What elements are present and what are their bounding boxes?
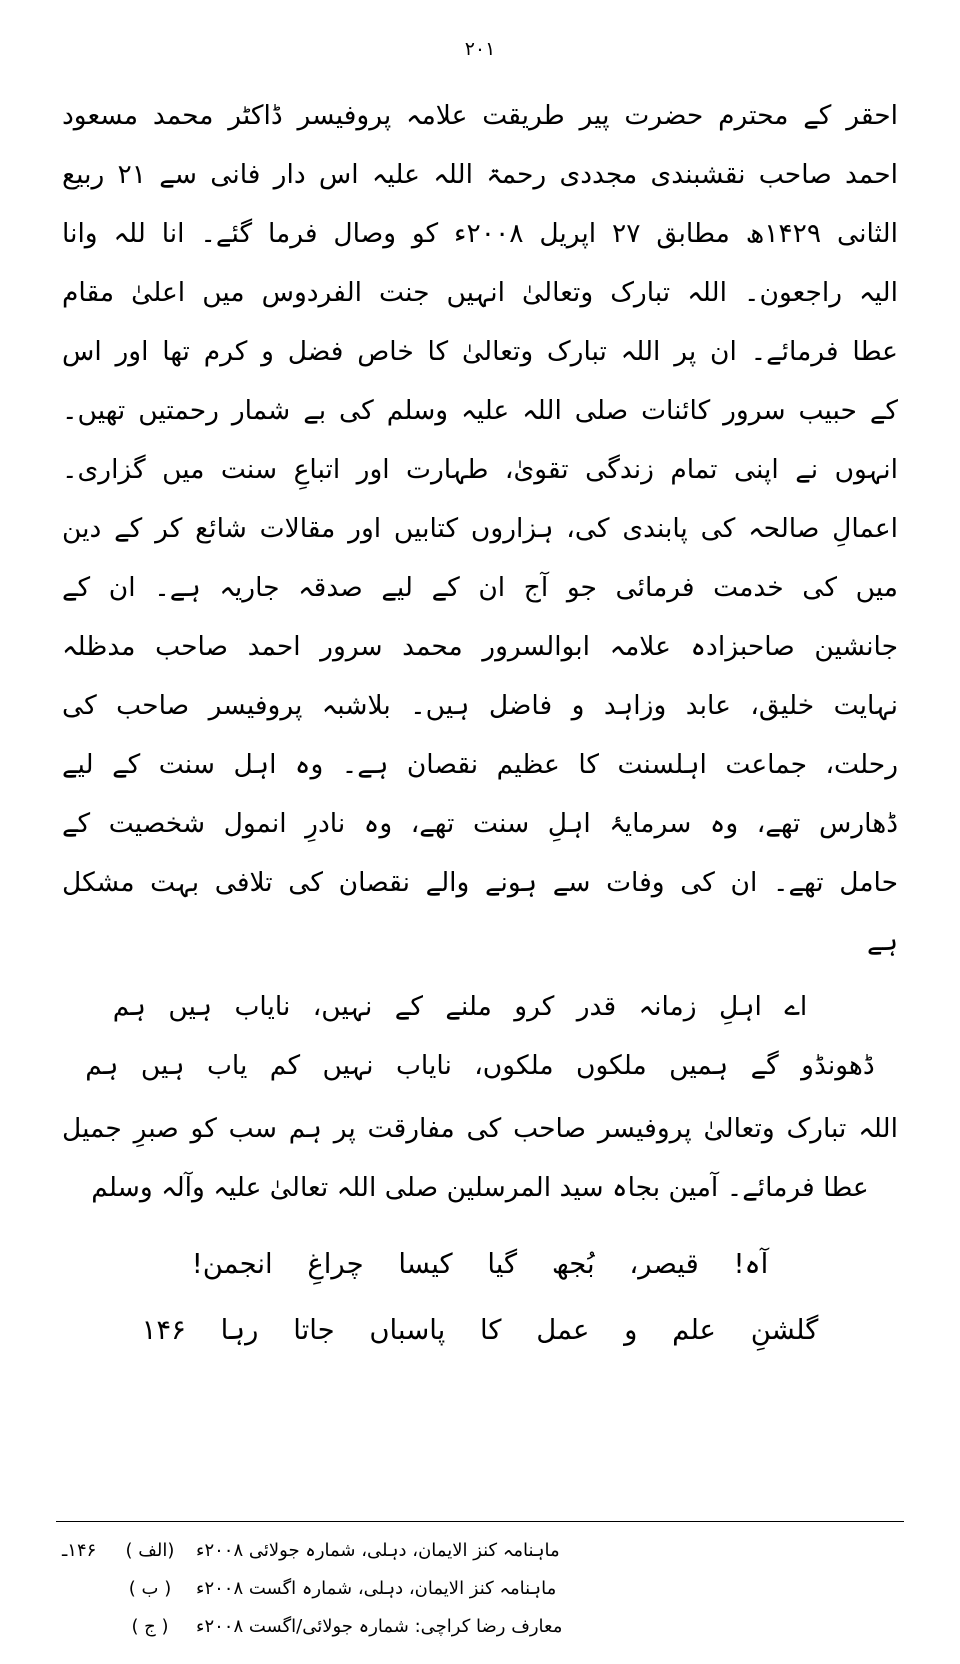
- paragraph: احقر کے محترم حضرت پیر طریقت علامہ پروفیسر ڈاکٹر محمد مسعود احمد صاحب نقشبندی مجددی رحمۃ اللہ علیہ اس دار فانی سے ۲۱ ربیع الثانی ۱۴۲۹ھ مطابق ۲۷ اپریل ۲۰۰۸ء کو وصال فرما گئے۔ انا للہ وانا الیہ راجعون۔ اللہ تبارک وتعالیٰ انہیں جنت الفردوس میں اعلیٰ مقام عطا فرمائے۔ ان پر اللہ تبارک وتعالیٰ کا خاص فضل و کرم تھا اور اس کے حبیب سرور کائنات صلی اللہ علیہ وسلم کی بے شمار رحمتیں تھیں۔ انہوں نے اپنی تمام زندگی تقویٰ، طہارت اور اتباعِ سنت میں گزاری۔ اعمالِ صالحہ کی پابندی کی، ہزاروں کتابیں اور مقالات شائع کر کے دین میں کی خدمت فرمائی جو آج ان کے لیے صدقہ جاریہ ہے۔ ان کے جانشین صاحبزادہ علامہ ابوالسرور محمد سرور احمد صاحب مدظلہ نہایت خلیق، عابد وزاہد و فاضل ہیں۔ بلاشبہ پروفیسر صاحب کی رحلت، جماعت اہلسنت کا عظیم نقصان ہے۔ وہ اہل سنت کے لیے ڈھارس تھے، وہ سرمایۂ اہلِ سنت تھے، وہ نادرِ انمول شخصیت کے حامل تھے۔ ان کی وفات سے ہونے والے نقصان کی تلافی بہت مشکل ہے: [62, 100, 898, 957]
- couplet-two-hemistich-1: آہ! قیصر، بُجھ گیا کیسا چراغِ انجمن!: [191, 1248, 769, 1280]
- couplet-one-hemistich-2: ڈھونڈو گے ہمیں ملکوں ملکوں، نایاب نہیں کم یاب ہیں ہم: [85, 1050, 875, 1081]
- couplet-one: [56, 977, 904, 1095]
- footnote-label: (الف ): [125, 1540, 175, 1561]
- footnote-text: ماہنامہ کنز الایمان، دہلی، شمارہ اگست ۲۰۰۸ء: [196, 1578, 557, 1599]
- couplet-two: [56, 1231, 904, 1363]
- footnote-item: [56, 1532, 904, 1570]
- page-number: ۲۰۱: [464, 38, 496, 60]
- footnote-text: معارف رضا کراچی: شمارہ جولائی/اگست ۲۰۰۸ء: [196, 1616, 563, 1637]
- footnote-label: ( ب ): [128, 1578, 172, 1599]
- main-body-text: [56, 86, 904, 971]
- footnote-marker: ۱۴۶ـ: [62, 1540, 97, 1561]
- footnote-item: [56, 1570, 904, 1608]
- footnote-text: ماہنامہ کنز الایمان، دہلی، شمارہ جولائی ۲۰۰۸ء: [196, 1540, 560, 1561]
- couplet-two-hemistich-2: گلشنِ علم و عمل کا پاسباں جاتا رہا ۱۴۶: [141, 1314, 819, 1346]
- footnote-label: ( ج ): [131, 1616, 169, 1637]
- vertical-spacer: [56, 1363, 904, 1521]
- footnotes-section: [56, 1521, 904, 1646]
- couplet-one-hemistich-1: اے اہلِ زمانہ قدر کرو ملنے کے نہیں، نایاب ہیں ہم: [112, 991, 808, 1022]
- dua-text: اللہ تبارک وتعالیٰ پروفیسر صاحب کی مفارقت پر ہم سب کو صبرِ جمیل عطا فرمائے۔ آمین بجاہ سید المرسلین صلی اللہ تعالیٰ علیہ وآلہ وسلم: [62, 1113, 898, 1203]
- footnote-item: [56, 1608, 904, 1646]
